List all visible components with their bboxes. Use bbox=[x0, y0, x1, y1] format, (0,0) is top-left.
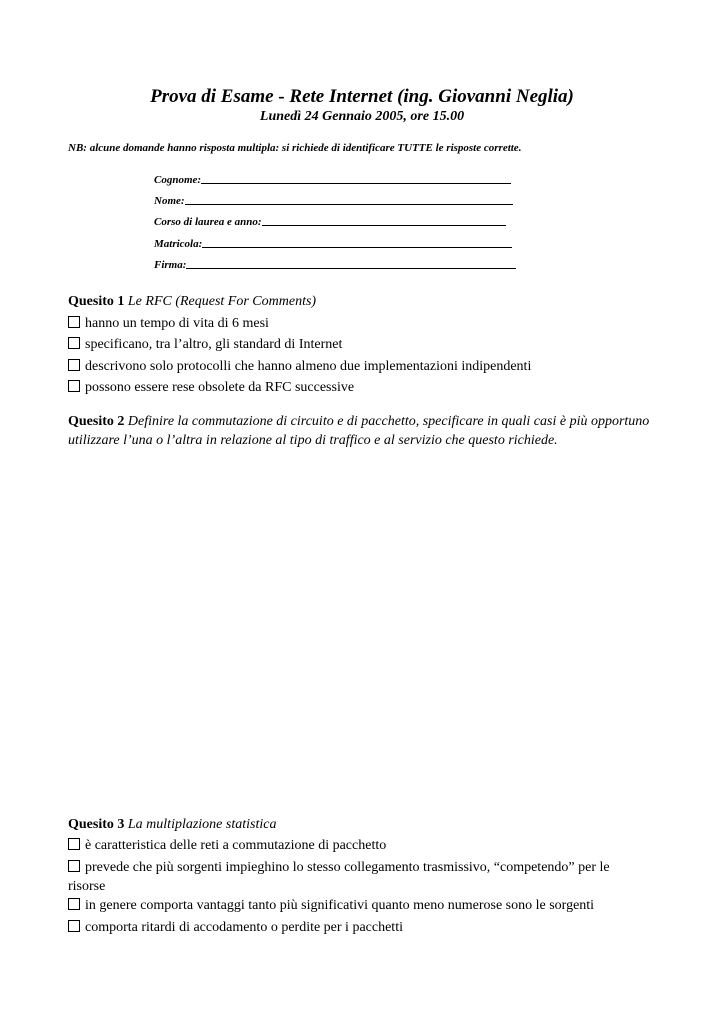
option-label: in genere comporta vantaggi tanto più significativi quanto meno numerose sono le sorgenti bbox=[85, 898, 595, 913]
instructions-note: NB: alcune domande hanno risposta multipla: si richiede di identificare TUTTE le risposte corrette. bbox=[68, 142, 522, 154]
question-1-option-3[interactable] bbox=[68, 357, 668, 376]
question-3-option-3[interactable] bbox=[68, 896, 668, 915]
student-id-label: Matricola: bbox=[154, 238, 203, 250]
name-field[interactable] bbox=[154, 191, 513, 207]
signature-label: Firma: bbox=[154, 259, 187, 271]
question-1-option-4[interactable] bbox=[68, 378, 668, 397]
course-label: Corso di laurea e anno: bbox=[154, 216, 262, 228]
surname-label: Cognome: bbox=[154, 174, 202, 186]
question-3-label: Quesito 3 bbox=[68, 817, 125, 832]
option-label: è caratteristica delle reti a commutazione di pacchetto bbox=[85, 838, 387, 853]
question-3-option-4[interactable] bbox=[68, 918, 668, 937]
exam-date: Lunedì 24 Gennaio 2005, ore 15.00 bbox=[259, 109, 465, 124]
question-2-text: Definire la commutazione di circuito e di pacchetto, specificare in quali casi è più opportuno utilizzare l’una o l’altra in relazione al tipo di traffico e al servizio che questo richiede. bbox=[68, 414, 650, 448]
option-label: specificano, tra l’altro, gli standard di Internet bbox=[85, 337, 343, 352]
page-title: Prova di Esame - Rete Internet (ing. Giovanni Neglia) bbox=[150, 86, 574, 107]
name-label: Nome: bbox=[154, 195, 185, 207]
checkbox-icon[interactable] bbox=[68, 337, 80, 349]
surname-field[interactable] bbox=[154, 170, 511, 186]
option-label: comporta ritardi di accodamento o perdite per i pacchetti bbox=[85, 920, 403, 935]
student-id-field[interactable] bbox=[154, 234, 512, 250]
course-line bbox=[262, 214, 506, 226]
question-3-text: La multiplazione statistica bbox=[127, 817, 277, 832]
question-2-label: Quesito 2 bbox=[68, 414, 125, 429]
option-label: prevede che più sorgenti impieghino lo stesso collegamento trasmissivo, “competendo” per le risorse bbox=[68, 860, 610, 894]
option-label: possono essere rese obsolete da RFC successive bbox=[85, 380, 355, 395]
option-label: descrivono solo protocolli che hanno almeno due implementazioni indipendenti bbox=[85, 359, 532, 374]
option-label: hanno un tempo di vita di 6 mesi bbox=[85, 316, 269, 331]
checkbox-icon[interactable] bbox=[68, 380, 80, 392]
name-line bbox=[185, 193, 513, 205]
checkbox-icon[interactable] bbox=[68, 920, 80, 932]
question-1-text: Le RFC (Request For Comments) bbox=[127, 294, 317, 309]
signature-field[interactable] bbox=[154, 255, 516, 271]
question-1-label: Quesito 1 bbox=[68, 294, 125, 309]
surname-line bbox=[201, 172, 511, 184]
question-1-option-2[interactable] bbox=[68, 335, 668, 354]
question-3-header bbox=[68, 815, 688, 834]
student-id-line bbox=[202, 236, 512, 248]
question-2-header bbox=[68, 412, 658, 450]
signature-line bbox=[186, 257, 516, 269]
question-1-header bbox=[68, 292, 688, 311]
checkbox-icon[interactable] bbox=[68, 359, 80, 371]
checkbox-icon[interactable] bbox=[68, 860, 80, 872]
checkbox-icon[interactable] bbox=[68, 898, 80, 910]
question-3-option-2[interactable] bbox=[68, 858, 648, 896]
checkbox-icon[interactable] bbox=[68, 316, 80, 328]
checkbox-icon[interactable] bbox=[68, 838, 80, 850]
question-3-option-1[interactable] bbox=[68, 836, 668, 855]
course-field[interactable] bbox=[154, 212, 506, 228]
question-1-option-1[interactable] bbox=[68, 314, 668, 333]
